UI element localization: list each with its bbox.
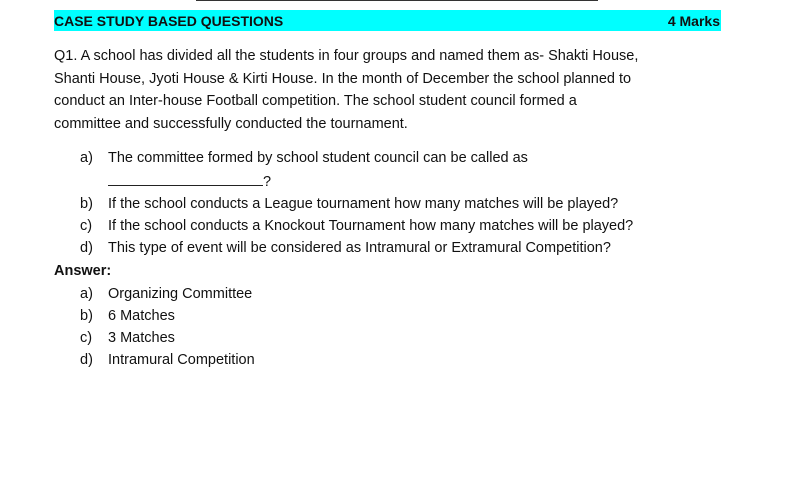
- section-title: CASE STUDY BASED QUESTIONS: [54, 13, 284, 29]
- answer-item-c: [80, 328, 175, 348]
- answer-text: 6 Matches: [108, 308, 175, 324]
- sub-question-text: This type of event will be considered as Intramural or Extramural Competition?: [108, 240, 611, 256]
- list-marker: b): [80, 308, 93, 324]
- answer-item-d: [80, 350, 255, 370]
- blank-suffix: ?: [263, 174, 272, 190]
- sub-question-text: The committee formed by school student council can be called as: [108, 150, 528, 166]
- blank-line: [108, 172, 263, 186]
- question-line: conduct an Inter-house Football competition. The school student council formed a: [54, 93, 577, 109]
- sub-question-text: If the school conducts a Knockout Tournament how many matches will be played?: [108, 218, 634, 234]
- question-line: Shanti House, Jyoti House & Kirti House. In the month of December the school planned to: [54, 70, 632, 87]
- question-line: Q1. A school has divided all the students in four groups and named them as- Shakti House,: [54, 48, 639, 64]
- answer-text: 3 Matches: [108, 330, 175, 346]
- list-marker: c): [80, 330, 93, 346]
- question-line: committee and successfully conducted the tournament.: [54, 115, 408, 132]
- list-marker: a): [80, 150, 93, 166]
- list-marker: a): [80, 286, 93, 302]
- answer-blank: [108, 172, 271, 192]
- answer-heading: Answer:: [54, 263, 112, 279]
- list-marker: d): [80, 240, 93, 256]
- sub-question-b: [80, 194, 618, 214]
- list-marker: c): [80, 218, 93, 234]
- list-marker: b): [80, 196, 93, 212]
- sub-question-a: [80, 148, 528, 168]
- answer-item-a: [80, 284, 252, 304]
- sub-question-c: [80, 216, 633, 236]
- top-divider: [196, 0, 598, 1]
- list-marker: d): [80, 352, 93, 368]
- answer-item-b: [80, 306, 175, 326]
- question-paragraph: [54, 45, 734, 135]
- answer-text: Organizing Committee: [108, 286, 253, 302]
- marks-label: 4 Marks: [667, 13, 720, 29]
- sub-question-text: If the school conducts a League tournament how many matches will be played?: [108, 196, 619, 212]
- sub-question-d: [80, 238, 611, 258]
- answer-text: Intramural Competition: [108, 352, 255, 368]
